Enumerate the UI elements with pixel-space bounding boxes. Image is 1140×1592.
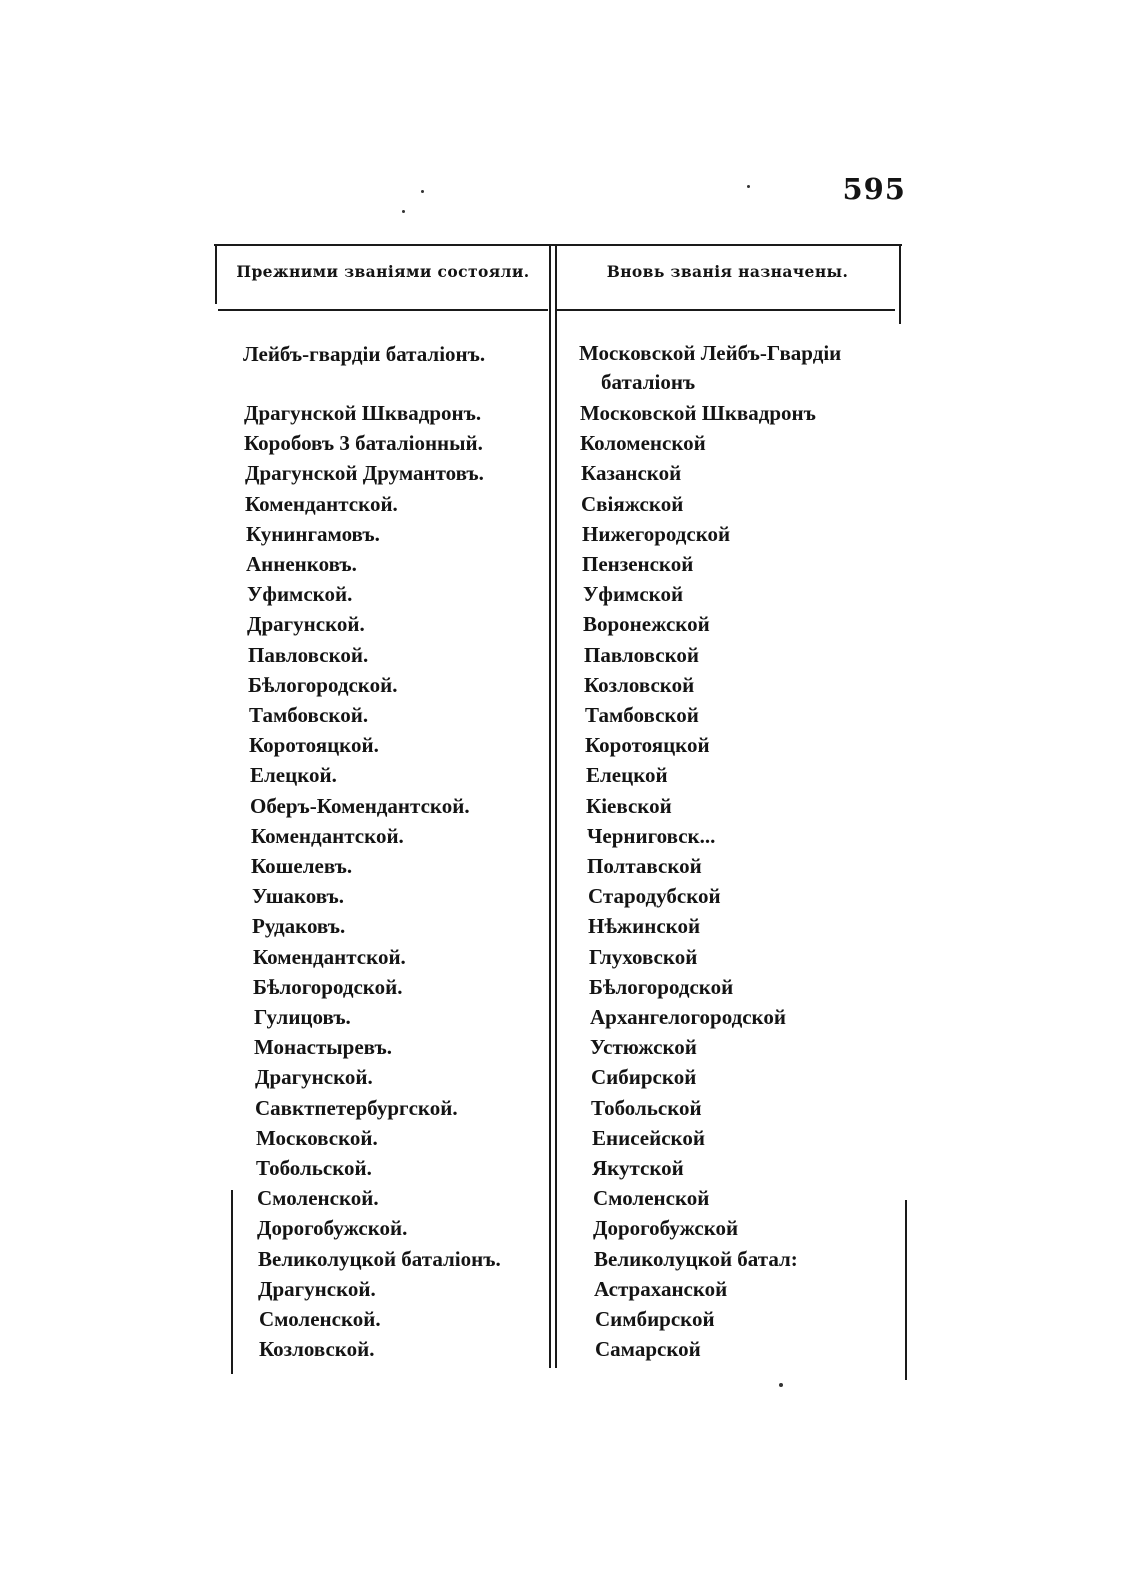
new-rank-text: Козловской bbox=[584, 672, 695, 697]
new-rank-cell bbox=[582, 549, 693, 579]
table-right-border-lower bbox=[905, 1200, 907, 1380]
new-rank-text: Якутской bbox=[592, 1156, 684, 1180]
new-rank-cell bbox=[586, 791, 672, 821]
former-rank-cell: Драгунской Друмантовъ. bbox=[245, 461, 484, 486]
former-rank-cell: Елецкой. bbox=[250, 763, 337, 788]
former-rank-cell: Анненковъ. bbox=[246, 552, 357, 576]
new-rank-text: Павловской bbox=[584, 642, 699, 667]
new-rank-cell bbox=[585, 730, 710, 760]
new-rank-text: Енисейской bbox=[592, 1125, 705, 1150]
new-rank-text: Устюжской bbox=[590, 1035, 697, 1060]
new-rank-cell bbox=[595, 1334, 701, 1364]
former-rank-cell: Смоленской. bbox=[257, 1186, 379, 1211]
former-rank-cell: Великолуцкой баталіонъ. bbox=[258, 1246, 501, 1271]
new-rank-cell bbox=[592, 1153, 684, 1183]
new-rank-text: Тобольской bbox=[591, 1095, 702, 1120]
former-rank-cell: Драгунской. bbox=[255, 1065, 373, 1090]
new-rank-cell bbox=[587, 851, 702, 881]
former-rank-cell: Кошелевъ. bbox=[251, 854, 353, 878]
new-rank-cell bbox=[591, 1093, 702, 1123]
former-rank-cell: Коротояцкой. bbox=[249, 733, 379, 758]
new-rank-text: Тамбовской bbox=[585, 703, 699, 727]
new-rank-cell bbox=[594, 1244, 798, 1274]
new-rank-cell bbox=[584, 640, 699, 670]
former-rank-cell: Драгунской. bbox=[247, 612, 365, 637]
new-rank-cell bbox=[586, 760, 668, 790]
former-rank-cell: Оберъ-Комендантской. bbox=[250, 793, 470, 818]
column-header-new-ranks: Вновь званія назначены. bbox=[606, 262, 849, 281]
new-rank-text: Коротояцкой bbox=[585, 733, 710, 758]
former-rank-cell: Тобольской. bbox=[256, 1156, 372, 1180]
new-rank-text: Стародубской bbox=[588, 884, 721, 909]
new-rank-cell bbox=[589, 942, 697, 972]
new-rank-cell bbox=[581, 458, 681, 488]
new-rank-continuation: баталіонъ bbox=[601, 370, 696, 394]
new-rank-text: Казанской bbox=[581, 461, 682, 486]
new-rank-cell bbox=[581, 489, 683, 519]
new-rank-cell bbox=[583, 579, 683, 609]
former-rank-cell: Драгунской. bbox=[258, 1276, 376, 1301]
former-rank-cell: Комендантской. bbox=[245, 491, 398, 516]
former-rank-cell: Павловской. bbox=[248, 642, 369, 667]
new-rank-cell bbox=[590, 1032, 697, 1062]
header-bottom-rule-left bbox=[218, 309, 548, 311]
new-rank-cell bbox=[594, 1274, 727, 1304]
new-rank-cell bbox=[585, 700, 699, 730]
former-rank-cell: Уфимской. bbox=[247, 582, 353, 607]
new-rank-text: Великолуцкой батал: bbox=[594, 1246, 798, 1271]
table-top-rule bbox=[214, 244, 902, 246]
new-rank-cell bbox=[593, 1183, 709, 1213]
former-rank-cell: Комендантской. bbox=[251, 823, 404, 848]
new-rank-text: Воронежской bbox=[583, 612, 710, 637]
former-rank-cell: Коробовъ 3 баталіонный. bbox=[244, 431, 483, 456]
new-rank-text: Симбирской bbox=[595, 1307, 715, 1331]
new-rank-text: Уфимской bbox=[583, 582, 684, 607]
former-rank-cell: Козловской. bbox=[259, 1337, 375, 1362]
new-rank-cell bbox=[587, 821, 715, 851]
former-rank-cell: Комендантской. bbox=[253, 944, 406, 969]
column-divider-right bbox=[555, 244, 557, 1368]
column-divider-left bbox=[549, 244, 551, 1368]
new-rank-cell bbox=[590, 1002, 786, 1032]
new-rank-cell bbox=[580, 428, 706, 458]
new-rank-text: Полтавской bbox=[587, 854, 702, 878]
new-rank-cell bbox=[582, 519, 730, 549]
new-rank-cell bbox=[579, 339, 841, 399]
table-right-border bbox=[899, 244, 901, 324]
new-rank-cell bbox=[580, 398, 816, 428]
new-rank-text: Нижегородской bbox=[582, 521, 731, 546]
new-rank-text: Смоленской bbox=[593, 1186, 710, 1211]
new-rank-text: Сибирской bbox=[591, 1065, 697, 1090]
former-rank-cell: Драгунской Шквадронъ. bbox=[244, 401, 482, 425]
new-rank-text: Самарской bbox=[595, 1337, 701, 1362]
former-rank-cell: Савктпетербургской. bbox=[255, 1095, 458, 1120]
column-header-former-ranks: Прежними званіями состояли. bbox=[236, 262, 530, 281]
former-rank-cell: Смоленской. bbox=[259, 1307, 381, 1331]
page-number: 595 bbox=[842, 172, 906, 206]
former-rank-cell: Бѣлогородской. bbox=[253, 974, 403, 999]
new-rank-text: Нѣжинской bbox=[588, 914, 701, 939]
speck bbox=[402, 210, 405, 213]
new-rank-cell bbox=[595, 1304, 715, 1334]
new-rank-text: Архангелогородской bbox=[590, 1005, 786, 1029]
new-rank-cell bbox=[591, 1062, 696, 1092]
table-left-border-lower bbox=[231, 1190, 233, 1374]
new-rank-text: Бѣлогородской bbox=[589, 974, 734, 999]
table-left-border bbox=[215, 244, 217, 304]
new-rank-text: Елецкой bbox=[586, 763, 668, 788]
former-rank-cell: Бѣлогородской. bbox=[248, 672, 398, 697]
new-rank-text: Московской Лейбъ-Гвардіи bbox=[579, 341, 842, 365]
former-rank-cell: Тамбовской. bbox=[249, 703, 369, 727]
header-bottom-rule-right bbox=[557, 309, 895, 311]
new-rank-cell bbox=[583, 609, 710, 639]
speck bbox=[747, 185, 750, 188]
former-rank-cell: Дорогобужской. bbox=[257, 1216, 408, 1241]
new-rank-cell bbox=[588, 911, 700, 941]
new-rank-text: Кіевской bbox=[586, 793, 672, 818]
former-rank-cell: Московской. bbox=[256, 1125, 378, 1150]
former-rank-cell: Монастыревъ. bbox=[254, 1035, 392, 1060]
former-rank-cell: Ушаковъ. bbox=[252, 884, 345, 909]
new-rank-text: Коломенской bbox=[580, 431, 706, 456]
new-rank-cell bbox=[584, 670, 694, 700]
new-rank-text: Глуховской bbox=[589, 944, 698, 969]
new-rank-cell bbox=[588, 881, 721, 911]
new-rank-cell bbox=[593, 1213, 738, 1243]
former-rank-cell: Рудаковъ. bbox=[252, 914, 346, 939]
former-rank-cell: Кунингамовъ. bbox=[246, 521, 380, 546]
former-rank-cell: Гулицовъ. bbox=[254, 1005, 351, 1029]
new-rank-text: Черниговск... bbox=[587, 823, 716, 848]
speck bbox=[779, 1383, 783, 1387]
new-rank-text: Московской Шквадронъ bbox=[580, 401, 816, 425]
new-rank-text: Дорогобужской bbox=[593, 1216, 739, 1241]
speck bbox=[421, 190, 424, 193]
new-rank-text: Пензенской bbox=[582, 552, 694, 576]
former-rank-cell: Лейбъ-гвардіи баталіонъ. bbox=[243, 342, 486, 366]
new-rank-cell bbox=[592, 1123, 705, 1153]
new-rank-text: Астраханской bbox=[594, 1276, 728, 1301]
new-rank-cell bbox=[589, 972, 733, 1002]
new-rank-text: Свіяжской bbox=[581, 491, 684, 516]
